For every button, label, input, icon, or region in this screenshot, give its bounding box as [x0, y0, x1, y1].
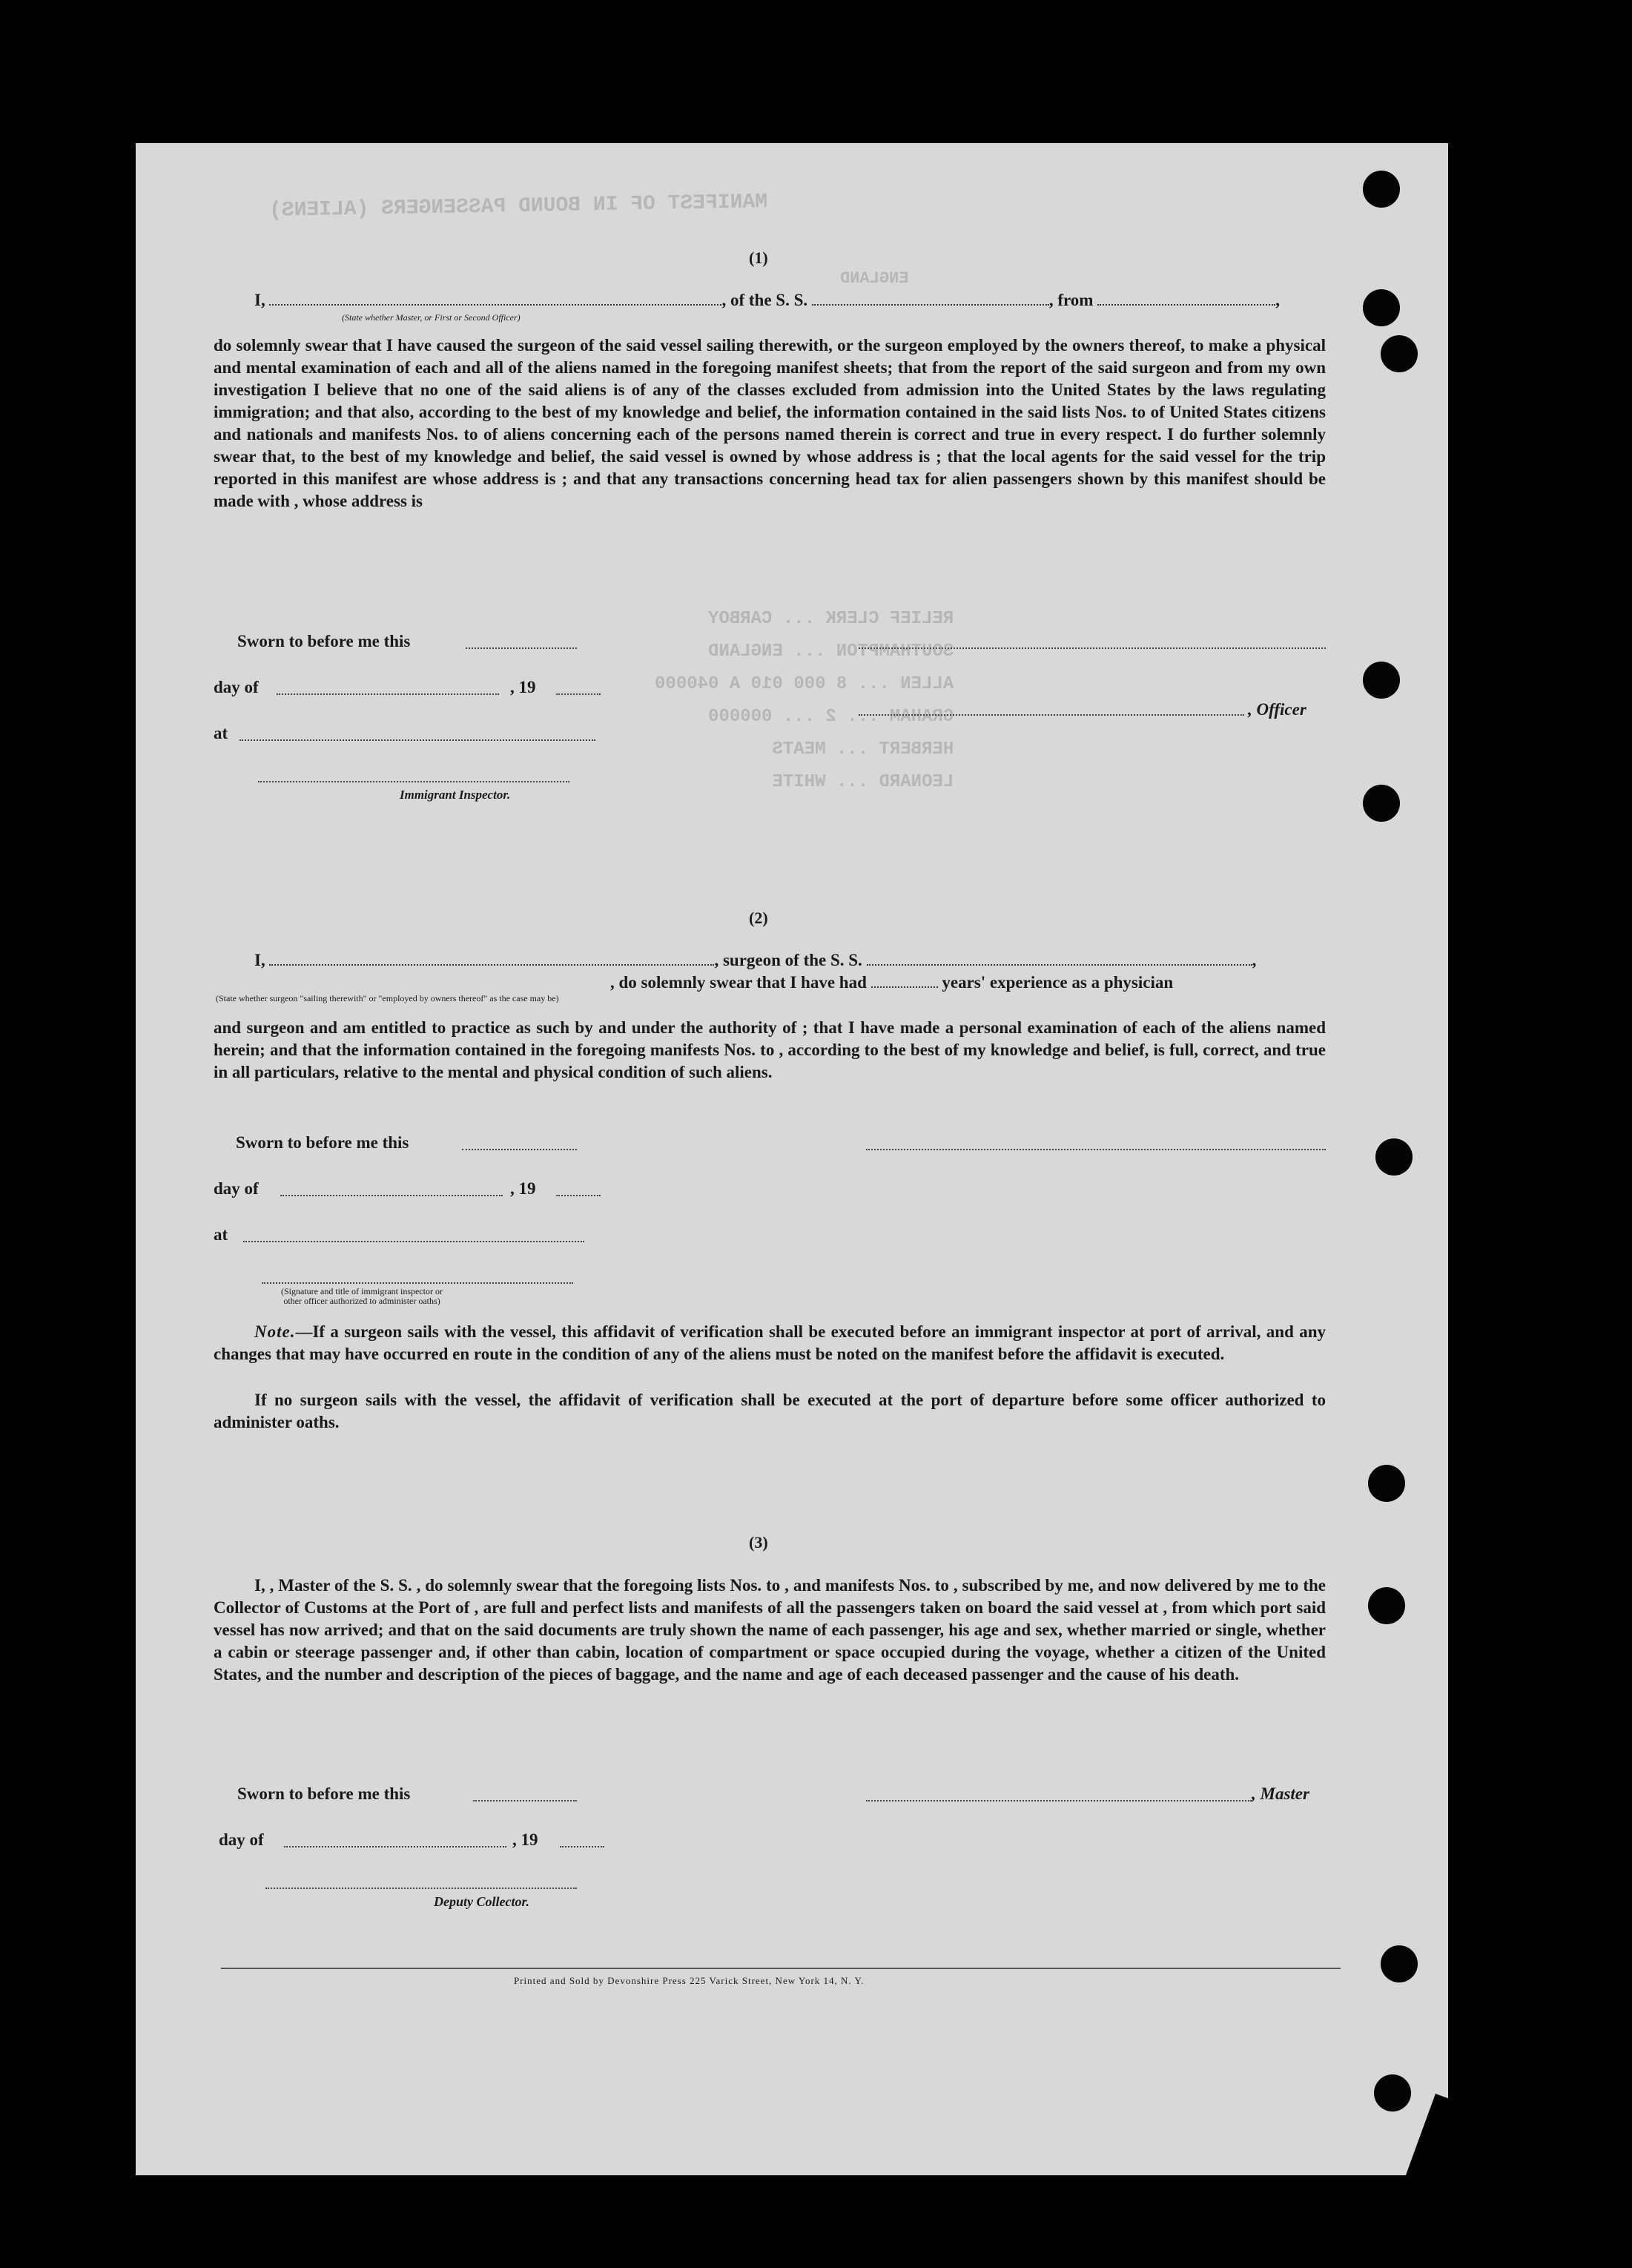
surgeon-caption: (State whether surgeon "sailing therewith" or "employed by owners thereof" as the case may be) [216, 993, 559, 1003]
sworn-date-field-1[interactable] [466, 647, 577, 649]
bleed-through-text: RELIEF CLERK ... CARBOY SOUTHAMPTON ... ENGLAND ALLEN ... 8 000 010 A 040000 GRAHAM ... 2 ... 000000 HERBERT ... MEATS LEONARD ... WHITE [655, 609, 954, 792]
section-3-number: (3) [749, 1533, 768, 1552]
day-label-1: day of [214, 678, 259, 696]
section-1-opening-line: I, , of the S. S. , from , [254, 291, 1280, 309]
printer-imprint: Printed and Sold by Devonshire Press 225 Varick Street, New York 14, N. Y. [514, 1975, 865, 1986]
sworn-label-1: Sworn to before me this [237, 632, 411, 650]
at-label-1: at [214, 724, 228, 742]
officer-label: , Officer [1248, 700, 1306, 719]
note-text-2: If no surgeon sails with the vessel, the affidavit of verification shall be executed at the port of departure before some officer authorized to administer oaths. [214, 1391, 1326, 1431]
at-label-2: at [214, 1225, 228, 1244]
sworn-date-field-2[interactable] [462, 1149, 577, 1150]
sig-title-field[interactable] [262, 1282, 573, 1284]
sig-title-caption: (Signature and title of immigrant inspector or other officer authorized to administer oaths) [281, 1286, 443, 1306]
day-field-3[interactable] [284, 1846, 506, 1847]
bleed-through-text: MANIFEST OF IN BOUND PASSENGERS (ALIENS) [268, 191, 768, 222]
immigrant-inspector-label: Immigrant Inspector. [400, 788, 511, 802]
surgeon-vessel-field[interactable] [867, 964, 1252, 966]
bleed-through-text: ENGLAND [840, 269, 909, 288]
surgeon-signature-field[interactable] [866, 1149, 1326, 1150]
note-text: Note.—If a surgeon sails with the vessel, this affidavit of verification shall be executed before an immigrant inspector at port of arrival, and any changes that may have occurred en route in the condition of any of the aliens must be noted on the manifest before the affidavit is executed. [214, 1322, 1326, 1363]
deputy-collector-label: Deputy Collector. [434, 1894, 529, 1909]
binder-hole [1363, 662, 1400, 699]
year-label-3: , 19 [512, 1830, 538, 1849]
binder-hole [1363, 289, 1400, 326]
officer-caption: (State whether Master, or First or Second Officer) [342, 312, 521, 323]
binder-hole [1363, 171, 1400, 208]
surgeon-name-field[interactable] [269, 964, 714, 966]
year-label-1: , 19 [510, 678, 536, 696]
footer-rule [221, 1968, 1341, 1969]
sworn-label-3: Sworn to before me this [237, 1784, 411, 1803]
year-label-2: , 19 [510, 1179, 536, 1198]
binder-hole [1381, 1945, 1418, 1982]
years-experience-field[interactable] [871, 986, 938, 988]
section-1-number: (1) [749, 248, 768, 267]
officer-signature-top-line [859, 647, 1326, 649]
manifest-reverse-page [136, 143, 1448, 2175]
section-1-body: do solemnly swear that I have caused the surgeon of the said vessel sailing therewith, or the surgeon employed by the owners thereof, to make a physical and mental examination of each and all of the aliens named in the foregoing manifest sheets; that from the report of the said surgeon and from my own investigation I believe that no one of the said aliens is of any of the classes excluded from admission into the United States by the laws regulating immigration; and that also, according to the best of my knowledge and belief, the information contained in the said lists Nos. to of United States citizens and nationals and manifests Nos. to of aliens concerning each of the persons named therein is correct and true in every respect. I do further solemnly swear that, to the best of my knowledge and belief, the said vessel is owned by whose address is ; that the local agents for the said vessel for the trip reported in this manifest are whose address is ; and that any transactions concerning head tax for alien passengers shown by this manifest should be made with , whose address is [214, 336, 1326, 510]
officer-signature-field[interactable] [859, 714, 1244, 716]
year-field-3[interactable] [560, 1846, 604, 1847]
section-3-body: I, , Master of the S. S. , do solemnly swear that the foregoing lists Nos. to , and manifests Nos. to , subscribed by me, and now delivered by me to the Collector of Customs at the Port of , are full and perfect lists and manifests of all the passengers taken on board the said vessel at , from which port said vessel has now arrived; and that on the said documents are truly shown the name of each passenger, his age and sex, whether married or single, whether a cabin or steerage passenger and, if other than cabin, location of compartment or space occupied during the voyage, whether a citizen of the United States, and the number and description of the pieces of baggage, and the name and age of each deceased passenger and the cause of his death. [214, 1576, 1326, 1684]
at-field-2[interactable] [243, 1241, 584, 1242]
year-field-2[interactable] [556, 1195, 601, 1196]
day-label-2: day of [214, 1179, 259, 1198]
binder-hole [1363, 785, 1400, 822]
day-field-1[interactable] [277, 693, 499, 695]
section-2-second-line: , do solemnly swear that I have had years' experience as a physician [610, 973, 1174, 992]
binder-hole [1368, 1465, 1405, 1502]
collector-signature-field[interactable] [265, 1888, 577, 1889]
at-field-1[interactable] [239, 739, 595, 741]
master-label: , Master [1252, 1784, 1309, 1803]
sworn-label-2: Sworn to before me this [236, 1133, 409, 1152]
year-field-1[interactable] [556, 693, 601, 695]
inspector-signature-field[interactable] [258, 781, 569, 782]
binder-hole [1381, 335, 1418, 372]
day-label-3: day of [219, 1830, 264, 1849]
section-2-opening-line: I, , surgeon of the S. S. , [254, 951, 1257, 969]
sworn-date-field-3[interactable] [473, 1800, 577, 1801]
vessel-name-field[interactable] [812, 304, 1049, 306]
binder-hole [1375, 1138, 1413, 1176]
section-2-body: and surgeon and am entitled to practice as such by and under the authority of ; that I have made a personal examination of each of the aliens named herein; and that the information contained in the foregoing manifests Nos. to , according to the best of my knowledge and belief, is full, correct, and true in all particulars, relative to the mental and physical condition of such aliens. [214, 1018, 1326, 1081]
master-signature-field[interactable] [866, 1800, 1252, 1801]
section-2-number: (2) [749, 909, 768, 927]
day-field-2[interactable] [280, 1195, 503, 1196]
departure-port-field[interactable] [1097, 304, 1275, 306]
officer-name-field[interactable] [269, 304, 721, 306]
binder-hole [1368, 1587, 1405, 1624]
binder-hole [1374, 2074, 1411, 2112]
